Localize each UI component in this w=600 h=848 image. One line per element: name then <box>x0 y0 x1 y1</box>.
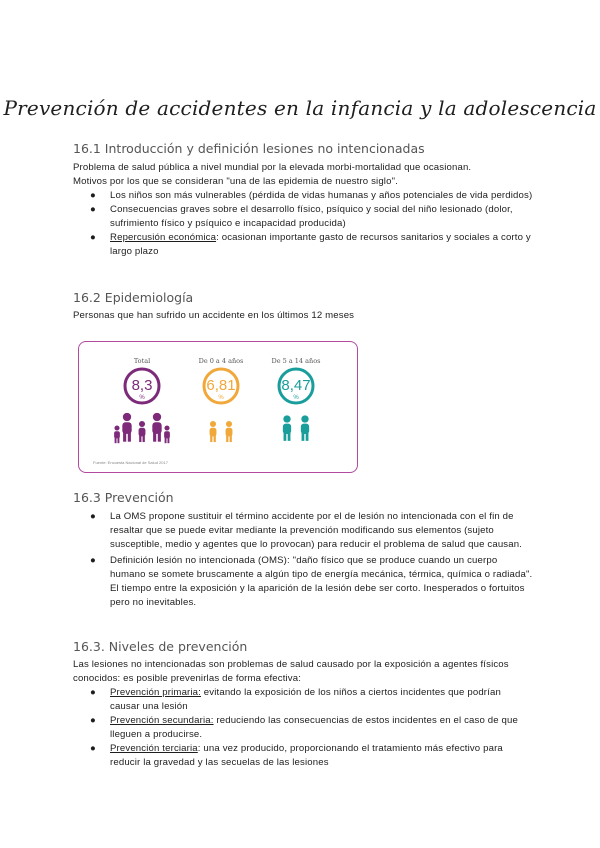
adult-icon-body <box>122 422 131 434</box>
list-item: ● Repercusión económica: ocasionan importante gasto de recursos sanitarios y sociales a corto y largo plazo <box>90 232 531 257</box>
child-icon-leg <box>230 435 232 442</box>
list-item: ● Definición lesión no intencionada (OMS): "daño físico que se produce cuando un cuerpo humano se somete bruscamente a algún tipo de energía mecánica, térmica, química o radiada". El tiempo entre la exposición y la aparición de la lesión debe ser corto. Inesperados o fortuitos pero no inevitables. <box>90 555 533 608</box>
underlined-label: Prevención terciaria <box>110 743 198 754</box>
child-icon-head <box>301 415 308 422</box>
child-icon-leg <box>139 435 141 442</box>
child-icon-head <box>283 415 290 422</box>
unit-label: % <box>139 395 145 401</box>
category-label: De 5 a 14 años <box>271 357 321 365</box>
child-icon-leg <box>115 438 117 444</box>
adult-icon-body <box>152 422 161 434</box>
list-item: ● Consecuencias graves sobre el desarrollo físico, psíquico y social del niño lesionado (dolor, sufrimiento físico y psíquico e incapacidad producida) <box>90 204 513 229</box>
child-icon-body <box>114 431 120 438</box>
child-icon-leg <box>165 438 167 444</box>
child-icon-leg <box>306 433 309 441</box>
list-item: ● Prevención terciaria: una vez producido, proporcionando el tratamiento más efectivo para reducir la gravedad y las secuelas de las lesiones <box>90 743 503 768</box>
child-icon-head <box>226 421 232 427</box>
adult-icon-leg <box>123 433 126 442</box>
child-icon-head <box>114 425 119 430</box>
bullet-icon: ● <box>90 204 96 215</box>
epidemiology-text: Personas que han sufrido un accidente en los últimos 12 meses <box>73 310 355 321</box>
adult-icon-leg <box>153 433 156 442</box>
section-16-1-list <box>73 189 533 259</box>
section-16-3-list <box>73 510 533 610</box>
child-icon-head <box>139 421 145 427</box>
chart-source: Fuente: Encuesta Nacional de Salud 2017 <box>93 460 168 465</box>
section-heading-16-1: 16.1 Introducción y definición lesiones no intencionadas <box>73 141 425 156</box>
child-icon-head <box>210 421 216 427</box>
list-item: ● Prevención primaria: evitando la exposición de los niños a ciertos incidentes que podrían causar una lesión <box>90 687 501 712</box>
niveles-intro: Las lesiones no intencionadas son problemas de salud causado por la exposición a agentes físicos conocidos: es posible prevenirlas de forma efectiva: <box>73 659 509 684</box>
underlined-label: Prevención primaria: <box>110 687 201 698</box>
bullet-icon: ● <box>90 511 96 522</box>
bullet-icon: ● <box>90 555 96 566</box>
unit-label: % <box>218 395 224 401</box>
category-label: De 0 a 4 años <box>198 357 244 365</box>
value-label: 8,3 <box>131 377 153 394</box>
child-icon-leg <box>210 435 212 442</box>
bullet-icon: ● <box>90 715 96 726</box>
child-icon-leg <box>284 433 287 441</box>
adult-icon-head <box>153 413 161 421</box>
list-item: ● Los niños son más vulnerables (pérdida de vidas humanas y años potenciales de vida perdidos) <box>90 190 533 201</box>
child-icon-body <box>226 428 233 437</box>
child-icon-leg <box>288 433 291 441</box>
category-label: Total <box>133 357 151 365</box>
infographic-svg <box>79 342 357 472</box>
unit-label: % <box>293 395 299 401</box>
list-item: ● La OMS propone sustituir el término accidente por el de lesión no intencionada con el fin de resaltar que se puede evitar mediante la prevención modificando sus elementos (sujeto susceptible, medio y agentes que lo provocan) para reducir el problema de salud que causan. <box>90 511 523 550</box>
page-title: Prevención de accidentes en la infancia y la adolescencia <box>3 96 597 120</box>
section-heading-16-2: 16.2 Epidemiología <box>73 290 194 305</box>
section-heading-16-3: 16.3 Prevención <box>73 490 174 505</box>
bullet-icon: ● <box>90 687 96 698</box>
list-item: ● Prevención secundaria: reduciendo las consecuencias de estos incidentes en el caso de que lleguen a producirse. <box>90 715 519 740</box>
child-icon-body <box>164 431 170 438</box>
adult-icon-head <box>123 413 131 421</box>
child-icon-leg <box>117 438 119 444</box>
underlined-label: Prevención secundaria: <box>110 715 214 726</box>
bullet-icon: ● <box>90 190 96 201</box>
bullet-icon: ● <box>90 743 96 754</box>
child-icon-body <box>301 424 309 434</box>
child-icon-head <box>164 425 169 430</box>
value-label: 8,47 <box>281 377 311 394</box>
adult-icon-leg <box>128 433 131 442</box>
adult-icon-leg <box>158 433 161 442</box>
child-icon-body <box>210 428 217 437</box>
child-icon-body <box>139 428 146 437</box>
epidemiology-infographic <box>78 341 358 473</box>
section-heading-niveles: 16.3. Niveles de prevención <box>73 639 248 654</box>
underlined-label: Repercusión económica <box>110 232 217 243</box>
child-icon-leg <box>214 435 216 442</box>
niveles-list <box>73 686 533 770</box>
child-icon-leg <box>302 433 305 441</box>
value-label: 6,81 <box>206 377 236 394</box>
child-icon-leg <box>143 435 145 442</box>
bullet-icon: ● <box>90 232 96 243</box>
child-icon-leg <box>226 435 228 442</box>
child-icon-leg <box>167 438 169 444</box>
intro-line-1: Problema de salud pública a nivel mundial por la elevada morbi-mortalidad que ocasionan. <box>73 162 472 173</box>
intro-line-2: Motivos por los que se consideran "una de las epidemia de nuestro siglo". <box>73 176 398 187</box>
child-icon-body <box>283 424 291 434</box>
